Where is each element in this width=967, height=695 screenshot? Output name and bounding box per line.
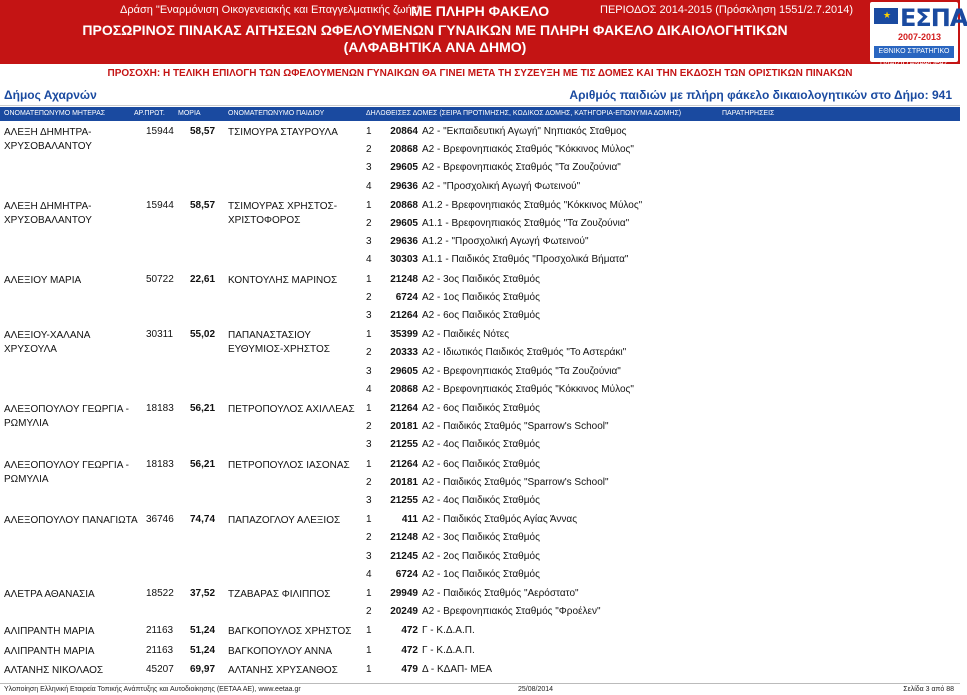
structure-code: 6724 [395,568,418,580]
structure-code: 20181 [390,476,418,488]
structure-code: 479 [401,663,418,675]
structure-code: 21255 [390,494,418,506]
table-row [0,664,960,682]
structure-name: Α2 - 6ος Παιδικός Σταθμός [422,403,540,414]
table-row [0,200,960,273]
structure-name: Α2 - Βρεφονηπιακός Σταθμός "Τα Ζουζούνια" [422,365,621,377]
col-arprot: ΑΡ.ΠΡΩΤ. [134,110,165,117]
structure-code: 29949 [390,588,418,599]
preference-order: 1 [366,126,372,137]
preference-order: 2 [366,144,372,156]
structure-code: 29605 [390,162,418,174]
structure-code: 20249 [390,606,418,618]
espa-logo-sub: ΕΘΝΙΚΟ ΣΤΡΑΤΗΓΙΚΟ [874,46,954,58]
col-moria: ΜΟΡΙΑ [178,110,201,117]
structure-name: Α2 - Παιδικός Σταθμός Αγίας Άννας [422,514,578,526]
mother-name: ΑΛΕΤΡΑ ΑΘΑΝΑΣΙΑ [4,589,95,600]
child-name: ΤΣΙΜΟΥΡΑΣ ΧΡΗΣΤΟΣ-ΧΡΙΣΤΟΦΟΡΟΣ [228,200,338,226]
preference-order: 1 [366,588,372,599]
preference-order: 4 [366,180,372,192]
structure-name: Α1.1 - Παιδικός Σταθμός "Προσχολικά Βήματα" [422,254,629,266]
structure-code: 21264 [390,309,418,321]
structure-code: 6724 [395,291,418,303]
espa-logo-years: 2007-2013 [898,32,942,42]
points: 69,97 [190,663,216,675]
protocol-number: 18522 [146,588,174,599]
table-row [0,459,960,514]
structure-name: Α1.2 - "Προσχολική Αγωγή Φωτεινού" [422,236,589,248]
child-name: ΚΟΝΤΟΥΛΗΣ ΜΑΡΙΝΟΣ [228,274,338,286]
structure-code: 20868 [390,199,418,211]
table-row [0,514,960,587]
points: 51,24 [190,644,216,656]
structure-code: 29605 [390,365,418,377]
structure-name: Α1.2 - Βρεφονηπιακός Σταθμός "Κόκκινος Μύλος" [422,199,643,211]
preference-order: 3 [366,365,372,377]
child-name: ΠΕΤΡΟΠΟΥΛΟΣ ΙΑΣΟΝΑΣ [228,459,350,471]
col-notes: ΠΑΡΑΤΗΡΗΣΕΙΣ [722,110,775,117]
mother-name: ΑΛΕΞΟΠΟΥΛΟΥ ΓΕΩΡΓΙΑ - ΡΩΜΥΛΙΑ [4,459,129,485]
col-mother: ΟΝΟΜΑΤΕΠΩΝΥΜΟ ΜΗΤΕΡΑΣ [4,110,106,117]
structure-code: 20333 [390,347,418,359]
preference-order: 3 [366,162,372,174]
structure-name: Α2 - 3ος Παιδικός Σταθμός [422,532,540,544]
preference-order: 1 [366,329,372,341]
document-title: ΠΡΟΣΩΡΙΝΟΣ ΠΙΝΑΚΑΣ ΑΙΤΗΣΕΩΝ ΩΦΕΛΟΥΜΕΝΩΝ ΓΥΝΑΙΚΩΝ ΜΕ ΠΛΗΡΗ ΦΑΚΕΛΟ ΔΙΚΑΙΟΛΟΓΗΤΙΚΩΝ [82,22,788,38]
structure-code: 21245 [390,550,418,562]
table-row [0,126,960,199]
document-subtitle: (ΑΛΦΑΒΗΤΙΚΑ ΑΝΑ ΔΗΜΟ) [343,39,527,55]
protocol-number: 50722 [146,273,174,285]
child-name: ΠΑΠΑΖΟΓΛΟΥ ΑΛΕΞΙΟΣ [228,515,341,527]
footer-date: 25/08/2014 [518,686,554,693]
preference-order: 1 [366,625,372,637]
table-row [0,329,960,402]
structure-name: Α2 - Βρεφονηπιακός Σταθμός "Φροέλεν" [422,606,601,618]
structure-code: 21264 [390,403,418,414]
preference-order: 3 [366,236,372,248]
structure-code: 411 [401,514,418,526]
child-name: ΒΑΓΚΟΠΟΥΛΟΥ ΑΝΝΑ [228,645,333,657]
mother-name: ΑΛΤΑΝΗΣ ΝΙΚΟΛΑΟΣ [4,664,104,676]
preference-order: 3 [366,439,372,451]
structure-name: Α2 - 6ος Παιδικός Σταθμός [422,458,540,470]
structure-name: Α2 - Παιδικός Σταθμός "Sparrow's School" [422,421,609,433]
structure-name: Α2 - Παιδικός Σταθμός "Αερόστατο" [422,588,579,599]
action-title: Δράση "Εναρμόνιση Οικογενειακής και Επαγγελματικής ζωής" [120,4,421,16]
preference-order: 2 [366,606,372,618]
preference-order: 3 [366,550,372,562]
child-name: ΤΖΑΒΑΡΑΣ ΦΙΛΙΠΠΟΣ [228,589,331,600]
warning-notice: ΠΡΟΣΟΧΗ: Η ΤΕΛΙΚΗ ΕΠΙΛΟΓΗ ΤΩΝ ΩΦΕΛΟΥΜΕΝΩΝ ΓΥΝΑΙΚΩΝ ΘΑ ΓΙΝΕΙ ΜΕΤΑ ΤΗ ΣΥΖΕΥΞΗ ΜΕ ΤΙΣ ΔΟΜΕΣ ΚΑΙ ΤΗΝ ΕΚΔΟΣΗ ΤΩΝ ΟΡΙΣΤΙΚΩΝ ΠΙΝΑΚΩΝ [0,64,960,84]
child-name: ΠΕΤΡΟΠΟΥΛΟΣ ΑΧΙΛΛΕΑΣ [228,404,355,415]
preference-order: 4 [366,568,372,580]
preference-order: 1 [366,199,372,211]
structure-code: 20181 [390,421,418,433]
preference-order: 1 [366,403,372,414]
structure-code: 20864 [390,126,418,137]
period-label: ΠΕΡΙΟΔΟΣ 2014-2015 (Πρόσκληση 1551/2.7.2014) [600,4,854,16]
espa-logo-text: ΕΣΠΑ [900,4,967,32]
preference-order: 1 [366,644,372,656]
municipality-name: Δήμος Αχαρνών [4,88,97,102]
points: 74,74 [190,514,216,526]
points: 22,61 [190,273,216,285]
structure-code: 29605 [390,217,418,229]
protocol-number: 30311 [146,329,174,341]
page-footer [0,683,960,695]
child-name: ΠΑΠΑΝΑΣΤΑΣΙΟΥ ΕΥΘΥΜΙΟΣ-ΧΡΗΣΤΟΣ [228,330,330,356]
structure-name: Γ - Κ.Δ.Α.Π. [422,644,475,656]
structure-code: 21248 [390,532,418,544]
protocol-number: 15944 [146,199,174,211]
preference-order: 2 [366,347,372,359]
structure-code: 21248 [390,273,418,285]
points: 58,57 [190,199,216,211]
points: 37,52 [190,588,216,599]
points: 56,21 [190,458,216,470]
child-name: ΤΣΙΜΟΥΡΑ ΣΤΑΥΡΟΥΛΑ [228,127,338,138]
structure-name: Α2 - 6ος Παιδικός Σταθμός [422,309,540,321]
child-name: ΒΑΓΚΟΠΟΥΛΟΣ ΧΡΗΣΤΟΣ [228,626,352,638]
preference-order: 1 [366,458,372,470]
protocol-number: 36746 [146,514,174,526]
municipality-bar [0,86,960,106]
mother-name: ΑΛΕΞΗ ΔΗΜΗΤΡΑ-ΧΡΥΣΟΒΑΛΑΝΤΟΥ [4,127,92,152]
footer-page: Σελίδα 3 από 88 [903,686,954,693]
protocol-number: 21163 [146,644,174,656]
structure-name: Γ - Κ.Δ.Α.Π. [422,625,475,637]
points: 51,24 [190,625,216,637]
col-child: ΟΝΟΜΑΤΕΠΩΝΥΜΟ ΠΑΙΔΙΟΥ [228,110,325,117]
preference-order: 2 [366,476,372,488]
protocol-number: 21163 [146,625,174,637]
col-structures: ΔΗΛΩΘΕΙΣΕΣ ΔΟΜΕΣ (ΣΕΙΡΑ ΠΡΟΤΙΜΗΣΗΣ, ΚΩΔΙΚΟΣ ΔΟΜΗΣ, ΚΑΤΗΓΟΡΙΑ-ΕΠΩΝΥΜΙΑ ΔΟΜΗΣ) [366,110,682,117]
points: 56,21 [190,403,216,414]
footer-credit: Υλοποίηση Ελληνική Εταιρεία Τοπικής Ανάπτυξης και Αυτοδιοίκησης (ΕΕΤΑΑ ΑΕ), www.eetaa.gr [4,686,301,693]
structure-name: Α2 - Βρεφονηπιακός Σταθμός "Κόκκινος Μύλος" [422,383,634,395]
mother-name: ΑΛΙΠΡΑΝΤΗ ΜΑΡΙΑ [4,645,95,657]
structure-code: 29636 [390,236,418,248]
preference-order: 1 [366,663,372,675]
mother-name: ΑΛΕΞΗ ΔΗΜΗΤΡΑ-ΧΡΥΣΟΒΑΛΑΝΤΟΥ [4,200,92,226]
structure-name: Α2 - Παιδικές Νότες [422,329,510,341]
children-count: Αριθμός παιδιών με πλήρη φάκελο δικαιολογητικών στο Δήμο: 941 [569,88,952,102]
preference-order: 4 [366,383,372,395]
structure-code: 20868 [390,144,418,156]
mother-name: ΑΛΕΞΟΠΟΥΛΟΥ ΓΕΩΡΓΙΑ - ΡΩΜΥΛΙΑ [4,404,129,429]
table-header [0,107,960,121]
structure-name: Α2 - "Εκπαιδευτική Αγωγή" Νηπιακός Σταθμος [422,126,627,137]
structure-name: Α2 - 3ος Παιδικός Σταθμός [422,273,540,285]
mother-name: ΑΛΕΞΙΟΥ ΜΑΡΙΑ [4,274,82,286]
mother-name: ΑΛΙΠΡΑΝΤΗ ΜΑΡΙΑ [4,626,95,638]
structure-code: 29636 [390,180,418,192]
preference-order: 3 [366,309,372,321]
structure-name: Δ - ΚΔΑΠ- ΜΕΑ [422,663,493,675]
preference-order: 1 [366,514,372,526]
mother-name: ΑΛΕΞΙΟΥ-ΧΑΛΑΝΑ ΧΡΥΣΟΥΛΑ [4,330,90,356]
child-name: ΑΛΤΑΝΗΣ ΧΡΥΣΑΝΘΟΣ [228,664,338,676]
structure-name: Α2 - "Προσχολική Αγωγή Φωτεινού" [422,180,581,192]
table-row [0,645,960,663]
structure-code: 20868 [390,383,418,395]
structure-name: Α2 - 4ος Παιδικός Σταθμός [422,494,540,506]
structure-name: Α2 - 4ος Παιδικός Σταθμός [422,439,540,451]
protocol-number: 45207 [146,663,174,675]
preference-order: 2 [366,217,372,229]
mother-name: ΑΛΕΞΟΠΟΥΛΟΥ ΠΑΝΑΓΙΩΤΑ [4,515,138,527]
structure-code: 35399 [390,329,418,341]
structure-name: Α2 - Βρεφονηπιακός Σταθμός "Τα Ζουζούνια" [422,162,621,174]
structure-name: Α2 - 1ος Παιδικός Σταθμός [422,291,540,303]
preference-order: 2 [366,532,372,544]
points: 55,02 [190,329,216,341]
points: 58,57 [190,126,216,137]
table-row [0,403,960,458]
structure-code: 21264 [390,458,418,470]
structure-code: 472 [401,625,418,637]
structure-name: Α2 - Παιδικός Σταθμός "Sparrow's School" [422,476,609,488]
protocol-number: 18183 [146,458,174,470]
structure-name: Α2 - 2ος Παιδικός Σταθμός [422,550,540,562]
preference-order: 2 [366,421,372,433]
structure-code: 472 [401,644,418,656]
structure-name: Α2 - Ιδιωτικός Παιδικός Σταθμός "Το Αστεράκι" [422,347,627,359]
structure-name: Α2 - Βρεφονηπιακός Σταθμός "Κόκκινος Μύλος" [422,144,634,156]
header-banner [0,0,967,64]
structure-name: Α2 - 1ος Παιδικός Σταθμός [422,568,540,580]
espa-logo [870,2,967,62]
structure-code: 30303 [390,254,418,266]
preference-order: 2 [366,291,372,303]
table-row [0,625,960,643]
preference-order: 1 [366,273,372,285]
table-row [0,274,960,329]
preference-order: 4 [366,254,372,266]
table-row [0,588,960,624]
preference-order: 3 [366,494,372,506]
structure-code: 21255 [390,439,418,451]
structure-name: Α1.1 - Βρεφονηπιακός Σταθμός "Τα Ζουζούνια" [422,217,630,229]
full-file-label: ΜΕ ΠΛΗΡΗ ΦΑΚΕΛΟ [410,3,550,19]
protocol-number: 18183 [146,403,174,414]
eu-flag-icon: ★ [874,8,898,24]
protocol-number: 15944 [146,126,174,137]
